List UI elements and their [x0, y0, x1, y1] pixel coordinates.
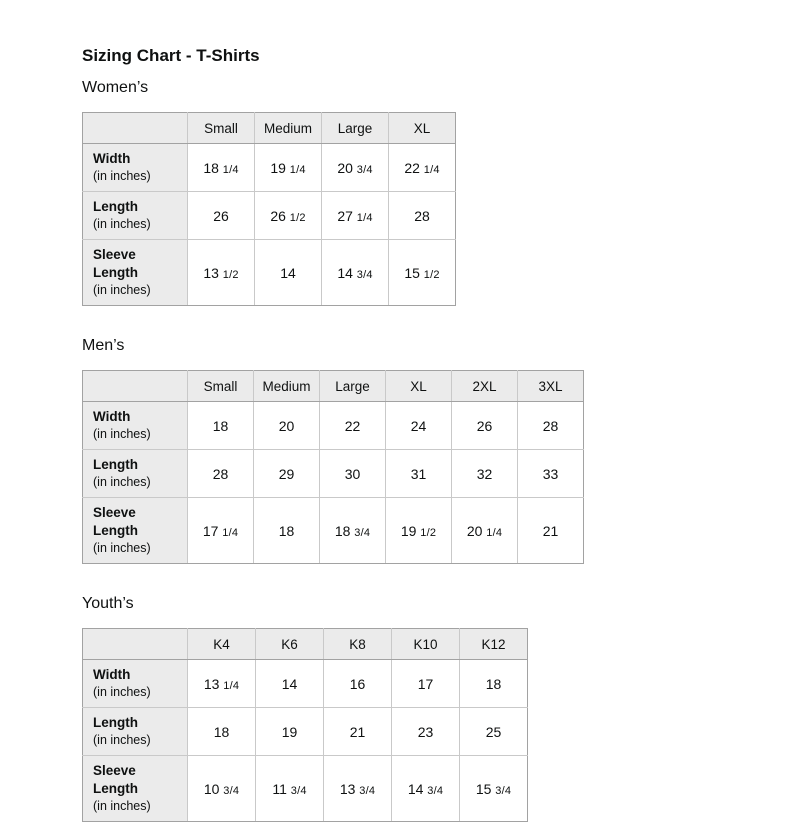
fraction: 1/2: [420, 526, 437, 539]
row-sublabel: (in inches): [93, 283, 151, 297]
size-value-cell: 27 1/4: [322, 192, 389, 240]
fraction: 3/4: [427, 784, 444, 797]
header-row: [83, 629, 528, 660]
header-row: [83, 371, 584, 402]
size-value-cell: 25: [460, 708, 528, 756]
fraction: 1/4: [222, 163, 239, 176]
column-header-cell: Medium: [255, 113, 322, 144]
size-value-cell: 26: [452, 402, 518, 450]
fraction: 3/4: [290, 784, 307, 797]
section-heading: Youth’s: [82, 595, 134, 612]
row-label: Length: [93, 457, 138, 472]
size-value-cell: 28: [518, 402, 584, 450]
size-value-cell: 20 1/4: [452, 498, 518, 564]
size-value-cell: 14: [256, 660, 324, 708]
fraction: 1/2: [289, 211, 306, 224]
column-header-cell: Small: [188, 113, 255, 144]
size-value-cell: 23: [392, 708, 460, 756]
size-value-cell: 29: [254, 450, 320, 498]
table-row: [83, 144, 456, 192]
row-label-cell: [83, 450, 188, 498]
fraction: 1/4: [423, 163, 440, 176]
table-row: [83, 450, 584, 498]
row-sublabel: (in inches): [93, 475, 151, 489]
size-value-cell: 21: [518, 498, 584, 564]
sizing-section: [82, 336, 760, 564]
row-label-cell: [83, 498, 188, 564]
size-value-cell: 26: [188, 192, 255, 240]
table-row: [83, 240, 456, 306]
size-value-cell: 19 1/2: [386, 498, 452, 564]
size-value-cell: 13 1/2: [188, 240, 255, 306]
row-sublabel: (in inches): [93, 799, 151, 813]
size-value-cell: 15 1/2: [389, 240, 456, 306]
row-sublabel: (in inches): [93, 427, 151, 441]
size-value-cell: 22 1/4: [389, 144, 456, 192]
fraction: 1/4: [356, 211, 373, 224]
table-row: [83, 192, 456, 240]
corner-cell: [83, 629, 188, 660]
fraction: 3/4: [495, 784, 512, 797]
corner-cell: [83, 113, 188, 144]
column-header-cell: K8: [324, 629, 392, 660]
size-value-cell: 19 1/4: [255, 144, 322, 192]
column-header-cell: K4: [188, 629, 256, 660]
section-heading: Men’s: [82, 337, 125, 354]
row-label: Length: [93, 715, 138, 730]
size-value-cell: 30: [320, 450, 386, 498]
row-label: Width: [93, 151, 131, 166]
size-value-cell: 18: [460, 660, 528, 708]
size-value-cell: 20: [254, 402, 320, 450]
size-value-cell: 16: [324, 660, 392, 708]
row-sublabel: (in inches): [93, 217, 151, 231]
row-label-cell: [83, 192, 188, 240]
table-row: [83, 660, 528, 708]
column-header-cell: Large: [320, 371, 386, 402]
size-value-cell: 17: [392, 660, 460, 708]
row-label: Width: [93, 409, 131, 424]
fraction: 3/4: [223, 784, 240, 797]
column-header-cell: K12: [460, 629, 528, 660]
fraction: 1/4: [222, 526, 239, 539]
row-label: Sleeve Length: [93, 763, 138, 796]
row-label: Width: [93, 667, 131, 682]
size-value-cell: 11 3/4: [256, 756, 324, 822]
section-heading: Women’s: [82, 79, 149, 96]
fraction: 1/4: [486, 526, 503, 539]
size-value-cell: 33: [518, 450, 584, 498]
size-value-cell: 18 3/4: [320, 498, 386, 564]
corner-cell: [83, 371, 188, 402]
size-value-cell: 14 3/4: [322, 240, 389, 306]
sizing-section: [82, 594, 760, 822]
column-header-cell: XL: [389, 113, 456, 144]
fraction: 1/2: [423, 268, 440, 281]
sizing-table: [82, 628, 528, 822]
row-label: Sleeve Length: [93, 505, 138, 538]
sizing-section: [82, 78, 760, 306]
row-label: Length: [93, 199, 138, 214]
row-label-cell: [83, 402, 188, 450]
row-label-cell: [83, 240, 188, 306]
fraction: 1/4: [223, 679, 240, 692]
sizing-table: [82, 370, 584, 564]
size-value-cell: 13 3/4: [324, 756, 392, 822]
table-row: [83, 402, 584, 450]
size-value-cell: 18: [254, 498, 320, 564]
column-header-cell: XL: [386, 371, 452, 402]
row-sublabel: (in inches): [93, 685, 151, 699]
size-value-cell: 13 1/4: [188, 660, 256, 708]
fraction: 3/4: [359, 784, 376, 797]
column-header-cell: Medium: [254, 371, 320, 402]
row-label-cell: [83, 660, 188, 708]
size-value-cell: 28: [389, 192, 456, 240]
fraction: 1/4: [289, 163, 306, 176]
size-value-cell: 24: [386, 402, 452, 450]
size-value-cell: 31: [386, 450, 452, 498]
size-value-cell: 18: [188, 402, 254, 450]
size-value-cell: 19: [256, 708, 324, 756]
row-label-cell: [83, 708, 188, 756]
size-value-cell: 21: [324, 708, 392, 756]
sizing-table: [82, 112, 456, 306]
size-value-cell: 18: [188, 708, 256, 756]
column-header-cell: K6: [256, 629, 324, 660]
row-label: Sleeve Length: [93, 247, 138, 280]
size-value-cell: 20 3/4: [322, 144, 389, 192]
size-value-cell: 10 3/4: [188, 756, 256, 822]
table-row: [83, 498, 584, 564]
column-header-cell: Small: [188, 371, 254, 402]
size-value-cell: 28: [188, 450, 254, 498]
size-value-cell: 32: [452, 450, 518, 498]
size-value-cell: 26 1/2: [255, 192, 322, 240]
column-header-cell: 3XL: [518, 371, 584, 402]
size-value-cell: 18 1/4: [188, 144, 255, 192]
table-row: [83, 708, 528, 756]
header-row: [83, 113, 456, 144]
size-value-cell: 22: [320, 402, 386, 450]
row-label-cell: [83, 144, 188, 192]
table-row: [83, 756, 528, 822]
row-sublabel: (in inches): [93, 541, 151, 555]
row-sublabel: (in inches): [93, 733, 151, 747]
row-label-cell: [83, 756, 188, 822]
column-header-cell: Large: [322, 113, 389, 144]
size-value-cell: 14 3/4: [392, 756, 460, 822]
fraction: 3/4: [354, 526, 371, 539]
fraction: 3/4: [356, 268, 373, 281]
fraction: 1/2: [222, 268, 239, 281]
size-value-cell: 14: [255, 240, 322, 306]
page-title: Sizing Chart - T-Shirts: [82, 46, 260, 65]
size-value-cell: 17 1/4: [188, 498, 254, 564]
column-header-cell: 2XL: [452, 371, 518, 402]
sections: [82, 78, 760, 822]
column-header-cell: K10: [392, 629, 460, 660]
row-sublabel: (in inches): [93, 169, 151, 183]
fraction: 3/4: [356, 163, 373, 176]
size-value-cell: 15 3/4: [460, 756, 528, 822]
